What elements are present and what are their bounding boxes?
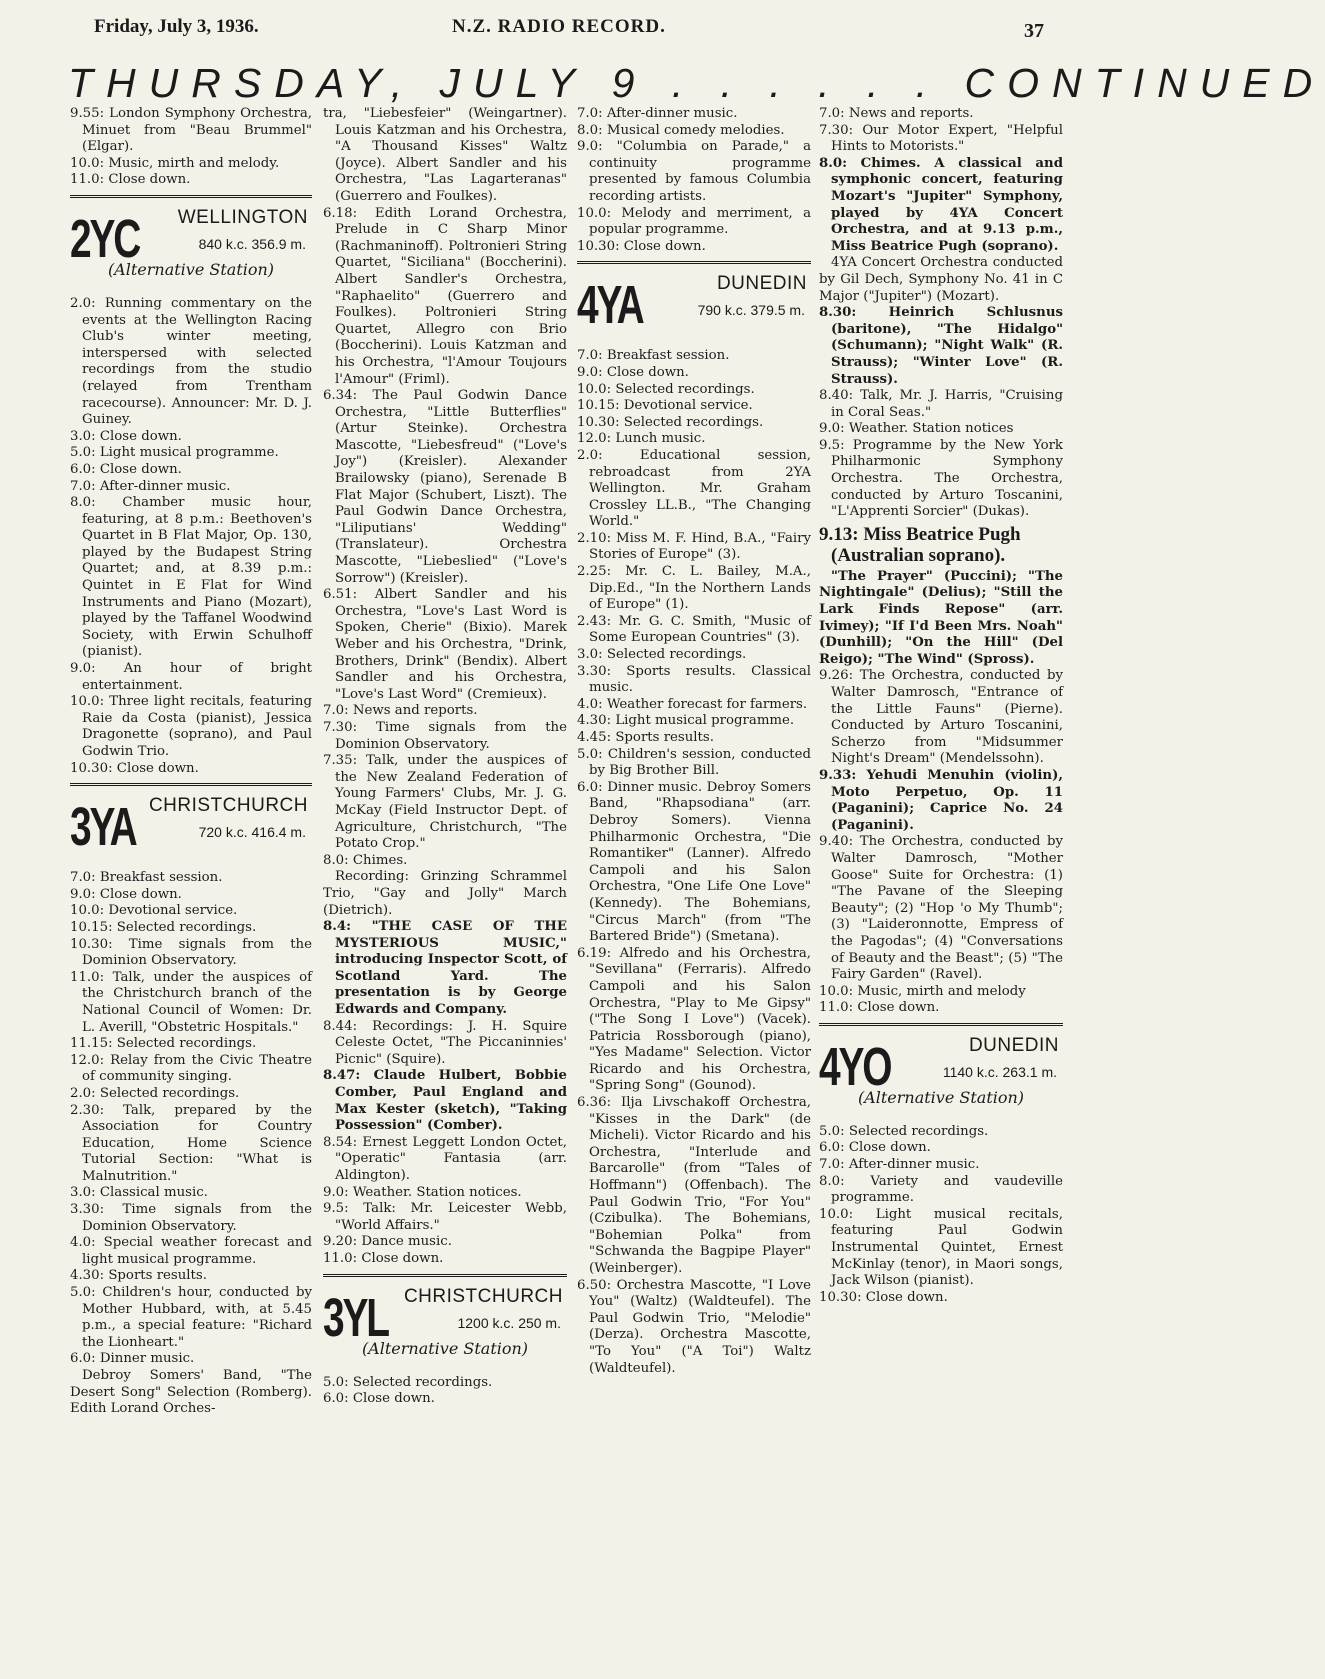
station-frequency: 840 k.c. 356.9 m.: [198, 235, 306, 252]
page-number: 37: [1024, 20, 1044, 42]
programme-entry: 10.30: Close down.: [577, 238, 706, 254]
programme-entry: 10.15: Devotional service.: [577, 398, 753, 414]
station-callsign: 3YL: [323, 1287, 388, 1348]
programme-entry: 7.0: After-dinner music.: [819, 1157, 980, 1173]
programme-entry: 4.30: Light musical programme.: [577, 713, 795, 729]
programme-entry: 8.40: Talk, Mr. J. Harris, "Cruising in Coral Seas.": [819, 388, 1063, 420]
programme-entry: 6.18: Edith Lorand Orchestra, Prelude in C Sharp Minor (Rachmaninoff). Poltronieri String Quartet, "Siciliana" (Boccherini). Albert Sandler's Orchestra, "Raphaelito" (Guerrero and Foulkes). Poltronieri String Quartet, Allegro con Brio (Boccherini). Louis Katzman and his Orchestra, "l'Amour Toujours l'Amour" (Friml).: [323, 205, 567, 387]
programme-entry: 2.10: Miss M. F. Hind, B.A., "Fairy Stories of Europe" (3).: [577, 530, 811, 563]
station-city: DUNEDIN: [716, 273, 807, 295]
programme-entry: 10.30: Time signals from the Dominion Observatory.: [70, 936, 312, 969]
station-callsign: 2YC: [70, 208, 140, 269]
station-alternative-label: (Alternative Station): [361, 1338, 529, 1358]
station-alternative-label: (Alternative Station): [857, 1087, 1025, 1107]
programme-entry: 10.0: Devotional service.: [70, 903, 238, 919]
programme-entry: 6.0: Close down.: [70, 461, 182, 477]
station-block-2yc: [70, 206, 312, 286]
station-block-3ya: [70, 794, 312, 860]
programme-entry: 6.0: Close down.: [819, 1140, 931, 1156]
station-block-3yl: [323, 1285, 567, 1365]
entry-list: [70, 870, 312, 1368]
programme-entry: 7.0: Breakfast session.: [70, 870, 223, 886]
programme-entry: 5.0: Children's session, conducted by Big Brother Bill.: [577, 746, 811, 779]
programme-entry: 3.0: Selected recordings.: [577, 647, 747, 663]
station-block-4ya: [577, 272, 811, 338]
programme-entry: 11.0: Close down.: [323, 1250, 444, 1266]
programme-entry-featured: 8.30: Heinrich Schlusnus (baritone), "The Hidalgo" (Schumann); "Night Walk" (R. Strauss); "Winter Love" (R. Strauss).: [819, 305, 1063, 387]
programme-entry: 9.0: Weather. Station notices: [819, 421, 1014, 437]
programme-entry: 7.35: Talk, under the auspices of the New Zealand Federation of Young Farmers' Clubs, Mr. J. G. McKay (Field Instructor Dept. of Agriculture, Christchurch, "The Potato Crop.": [323, 753, 567, 852]
entry-list: [577, 106, 811, 255]
programme-entry: Recording: Grinzing Schrammel Trio, "Gay and Jolly" March (Dietrich).: [323, 869, 567, 918]
programme-entry: 11.0: Close down.: [70, 172, 191, 188]
entry-list: [323, 1135, 567, 1268]
divider: [819, 1023, 1063, 1026]
programme-entry: 7.0: News and reports.: [323, 703, 478, 719]
programme-entry: 10.0: Light musical recitals, featuring Paul Godwin Instrumental Quintet, Ernest McKinlay (tenor), in Maori songs, Jack Wilson (pianist).: [819, 1206, 1063, 1289]
programme-entry: 8.0: Chamber music hour, featuring, at 8 p.m.: Beethoven's Quartet in B Flat Major, Op. 130, played by the Budapest String Quartet; and, at 8.39 p.m.: Quintet in E Flat for Wind Instruments and Piano (Mozart), played by the Taffanel Woodwind Society, with Erwin Schulhoff (pianist).: [70, 495, 312, 660]
programme-entry: 7.0: News and reports.: [819, 106, 974, 121]
divider: [70, 783, 312, 786]
programme-entry: 5.0: Children's hour, conducted by Mother Hubbard, with, at 5.45 p.m., a special feature: "Richard the Lionheart.": [70, 1285, 312, 1350]
station-city: DUNEDIN: [968, 1034, 1059, 1056]
programme-entry: 2.0: Selected recordings.: [70, 1085, 240, 1101]
station-city: CHRISTCHURCH: [148, 795, 308, 817]
day-banner: THURSDAY, JULY 9 . . . . . . CONTINUED: [68, 60, 1325, 106]
column-1: [70, 106, 312, 1418]
divider: [70, 195, 312, 198]
programme-entry: 11.0: Close down.: [819, 1000, 940, 1016]
programme-entry: 10.0: Music, mirth and melody.: [70, 155, 280, 171]
entry-list: [323, 1375, 567, 1408]
programme-entry: 7.0: After-dinner music.: [577, 106, 738, 121]
entry-list: [70, 106, 312, 189]
programme-entry: 4.0: Special weather forecast and light musical programme.: [70, 1235, 312, 1267]
programme-entry: 2.43: Mr. G. C. Smith, "Music of Some European Countries" (3).: [577, 613, 811, 646]
programme-entry-featured: 9.33: Yehudi Menuhin (violin), Moto Perpetuo, Op. 11 (Paganini); Caprice No. 24 (Paganini).: [819, 767, 1063, 833]
station-callsign: 4YO: [819, 1036, 891, 1097]
programme-entry: 2.0: Educational session, rebroadcast from 2YA Wellington. Mr. Graham Crossley LL.B., "The Changing World.": [577, 447, 811, 530]
station-frequency: 720 k.c. 416.4 m.: [198, 824, 306, 841]
programme-entry: 6.0: Close down.: [323, 1391, 435, 1407]
programme-entry: 9.5: Programme by the New York Philharmonic Symphony Orchestra. The Orchestra, conducted by Arturo Toscanini, "L'Apprenti Sorcier" (Dukas).: [819, 437, 1063, 520]
programme-entry: 9.0: Close down.: [577, 364, 689, 380]
programme-entry: 3.30: Time signals from the Dominion Observatory.: [70, 1202, 312, 1234]
column-3: [577, 106, 811, 1377]
programme-entry: 10.0: Music, mirth and melody: [819, 983, 1026, 999]
programme-entry-featured: "The Prayer" (Puccini); "The Nightingale" (Delius); "Still the Lark Finds Repose" (arr. Ivimey); "If I'd Been Mrs. Noah" (Dunhill); "On the Hill" (Del Reigo); "The Wind" (Spross).: [819, 568, 1063, 667]
programme-entry: 9.0: Weather. Station notices.: [323, 1184, 522, 1200]
divider: [577, 261, 811, 264]
programme-entry: 3.0: Close down.: [70, 428, 182, 444]
station-frequency: 1200 k.c. 250 m.: [457, 1314, 561, 1331]
programme-entry: 11.0: Talk, under the auspices of the Christchurch branch of the National Council of Women: Dr. L. Averill, "Obstetric Hospitals.": [70, 969, 312, 1035]
programme-entry: 2.0: Running commentary on the events at the Wellington Racing Club's winter meeting, interspersed with selected recordings from the studio (relayed from Trentham racecourse). Announcer: Mr. D. J. Guiney.: [70, 295, 312, 428]
station-frequency: 1140 k.c. 263.1 m.: [942, 1063, 1057, 1080]
programme-entry: 6.19: Alfredo and his Orchestra, "Sevillana" (Ferraris). Alfredo Campoli and his Salon Orchestra, "Play to Me Gipsy" ("The Song I Love") (Vacek). Patricia Rossborough (piano), "Yes Madame" Selection. Victor Ricardo and his Orchestra, "Spring Song" (Gounod).: [577, 945, 811, 1094]
programme-entry: 7.30: Our Motor Expert, "Helpful Hints to Motorists.": [819, 122, 1063, 155]
station-callsign: 3YA: [70, 797, 136, 858]
programme-entry: 6.51: Albert Sandler and his Orchestra, "Love's Last Word is Spoken, Cherie" (Bixio). Marek Weber and his Orchestra, "Drink, Brothers, Drink" (Bendix). Albert Sandler and his Orchestra, "Love's Last Word" (Cremieux).: [323, 587, 567, 702]
programme-entry: 4.30: Sports results.: [70, 1268, 207, 1284]
divider: [323, 1274, 567, 1277]
programme-entry: 5.0: Selected recordings.: [819, 1123, 989, 1139]
programme-entry-featured: 8.0: Chimes. A classical and symphonic concert, featuring Mozart's "Jupiter" Symphony, played by 4YA Concert Orchestra, and at 9.13 p.m., Miss Beatrice Pugh (soprano).: [819, 155, 1063, 254]
programme-entry: 6.0: Dinner music. Debroy Somers Band, "Rhapsodiana" (arr. Debroy Somers). Vienna Philharmonic Orchestra, "Die Romantiker" (Lanner). Alfredo Campoli and his Salon Orchestra, "One Life One Love" (Kennedy). The Bohemians, "Circus March" (from "The Bartered Bride") (Smetana).: [577, 779, 811, 945]
entry-list: [819, 834, 1063, 1017]
programme-entry: 6.34: The Paul Godwin Dance Orchestra, "Little Butterflies" (Artur Steinke). Orchestra Mascotte, "Liebesfreud" ("Love's Joy") (Kreisler). Alexander Brailowsky (piano), Serenade B Flat Major (Schubert, Liszt). The Paul Godwin Dance Orchestra, "Liliputians' Wedding" (Translateur). Orchestra Mascotte, "Liebeslied" ("Love's Sorrow") (Kreisler).: [323, 388, 567, 586]
programme-entry: 4YA Concert Orchestra conducted by Gil Dech, Symphony No. 41 in C Major ("Jupiter") (Mozart).: [819, 255, 1063, 304]
column-4: [819, 106, 1063, 1306]
page-header: [0, 0, 1114, 44]
programme-entry: 9.40: The Orchestra, conducted by Walter Damrosch, "Mother Goose" Suite for Orchestra: (1) "The Pavane of the Sleeping Beauty"; (2) "Hop 'o My Thumb"; (3) "Laideronnotte, Empress of the Pagodas"; (4) "Conversations of Beauty and the Beast"; (5) "The Fairy Garden" (Ravel).: [819, 834, 1063, 983]
programme-entry: 2.30: Talk, prepared by the Association for Country Education, Home Science Tutorial Section: "What is Malnutrition.": [70, 1102, 312, 1184]
programme-entry: 3.30: Sports results. Classical music.: [577, 663, 811, 696]
entry-list: [819, 106, 1063, 156]
programme-entry: 11.15: Selected recordings.: [70, 1036, 257, 1052]
programme-entry: 8.54: Ernest Leggett London Octet, "Operatic" Fantasia (arr. Aldington).: [323, 1134, 567, 1183]
programme-entry-featured: 8.4: "THE CASE OF THE MYSTERIOUS MUSIC," introducing Inspector Scott, of Scotland Yard. The presentation is by George Edwards and Company.: [323, 919, 567, 1018]
programme-entry: 10.0: Selected recordings.: [577, 381, 755, 397]
programme-entry: 6.36: Ilja Livschakoff Orchestra, "Kisses in the Dark" (de Micheli). Victor Ricardo and his Orchestra, "Interlude and Barcarolle" (from "Tales of Hoffmann") (Offenbach). The Paul Godwin Trio, "For You" (Czibulka). The Bohemians, "Bohemian Polka" from "Schwanda the Bagpipe Player" (Weinberger).: [577, 1095, 811, 1276]
programme-entry: 9.0: Close down.: [70, 886, 182, 902]
programme-entry: 6.0: Dinner music.: [70, 1351, 195, 1367]
programme-entry: 2.25: Mr. C. L. Bailey, M.A., Dip.Ed., "In the Northern Lands of Europe" (1).: [577, 564, 811, 613]
feature-headline: 9.13: Miss Beatrice Pugh (Australian soprano).: [819, 523, 1021, 566]
entry-list: [819, 388, 1063, 521]
programme-entry: 10.0: Melody and merriment, a popular programme.: [577, 205, 811, 238]
programme-entry: 9.26: The Orchestra, conducted by Walter Damrosch, "Entrance of the Little Fauns" (Pierne). Conducted by Arturo Toscanini, Scherzo from "Midsummer Night's Dream" (Mendelssohn).: [819, 668, 1063, 767]
programme-entry: 3.0: Classical music.: [70, 1185, 208, 1201]
programme-entry: 7.0: After-dinner music.: [70, 478, 231, 494]
entry-list: [819, 1124, 1063, 1307]
station-block-4yo: [819, 1034, 1063, 1114]
programme-entry: 10.30: Close down.: [819, 1289, 948, 1305]
column-2: [323, 106, 567, 1408]
station-city: WELLINGTON: [177, 206, 308, 228]
programme-entry: 6.50: Orchestra Mascotte, "I Love You" (Waltz) (Waldteufel). The Paul Godwin Trio, "Melodie" (Derza). Orchestra Mascotte, "To You" ("A Toi") Waltz (Waldteufel).: [577, 1277, 811, 1376]
programme-entry: 5.0: Selected recordings.: [323, 1374, 493, 1390]
programme-entry: 4.45: Sports results.: [577, 730, 714, 745]
programme-entry: 10.15: Selected recordings.: [70, 919, 257, 935]
programme-entry: 4.0: Weather forecast for farmers.: [577, 696, 808, 712]
station-callsign: 4YA: [577, 275, 643, 336]
station-city: CHRISTCHURCH: [403, 1285, 563, 1307]
entry-list: [70, 296, 312, 777]
programme-entry: 9.20: Dance music.: [323, 1234, 452, 1250]
programme-entry: 7.0: Breakfast session.: [577, 348, 730, 364]
programme-entry: 7.30: Time signals from the Dominion Observatory.: [323, 719, 567, 752]
programme-entry: 8.0: Variety and vaudeville programme.: [819, 1173, 1063, 1206]
entry-list: [819, 668, 1063, 768]
station-alternative-label: (Alternative Station): [107, 259, 275, 279]
programme-entry: tra, "Liebesfeier" (Weingartner). Louis Katzman and his Orchestra, "A Thousand Kisses" Waltz (Joyce). Albert Sandler and his Orchestra, "Las Lagarteranas" (Guerrero and Foulkes).: [323, 106, 567, 204]
programme-entry: 10.30: Selected recordings.: [577, 414, 764, 430]
programme-entry: 9.55: London Symphony Orchestra, Minuet from "Beau Brummel" (Elgar).: [70, 106, 312, 155]
programme-entry: 9.5: Talk: Mr. Leicester Webb, "World Affairs.": [323, 1201, 567, 1233]
header-publication: N.Z. RADIO RECORD.: [452, 16, 666, 37]
programme-entry: 8.0: Musical comedy melodies.: [577, 122, 785, 138]
programme-entry: 8.44: Recordings: J. H. Squire Celeste Octet, "The Piccaninnies' Picnic" (Squire).: [323, 1018, 567, 1067]
entry-list: [323, 1019, 567, 1069]
programme-entry: 9.0: An hour of bright entertainment.: [70, 661, 312, 693]
programme-entry-featured: 8.47: Claude Hulbert, Bobbie Comber, Paul England and Max Kester (sketch), "Taking Possession" (Comber).: [323, 1068, 567, 1134]
programme-entry: 5.0: Light musical programme.: [70, 445, 279, 461]
programme-entry: 12.0: Lunch music.: [577, 431, 706, 447]
entry-list: [577, 348, 811, 1377]
header-date: Friday, July 3, 1936.: [94, 16, 259, 37]
programme-entry: 12.0: Relay from the Civic Theatre of community singing.: [70, 1052, 312, 1085]
entry-list: [323, 106, 567, 869]
programme-entry: 9.0: "Columbia on Parade," a continuity programme presented by famous Columbia recording artists.: [577, 139, 811, 204]
programme-entry: 10.0: Three light recitals, featuring Raie da Costa (pianist), Jessica Dragonette (soprano), and Paul Godwin Trio.: [70, 694, 312, 759]
programme-entry: 10.30: Close down.: [70, 760, 199, 776]
programme-entry: Debroy Somers' Band, "The Desert Song" Selection (Romberg). Edith Lorand Orches-: [70, 1368, 312, 1417]
station-frequency: 790 k.c. 379.5 m.: [697, 302, 805, 319]
programme-entry: 8.0: Chimes.: [323, 852, 408, 868]
